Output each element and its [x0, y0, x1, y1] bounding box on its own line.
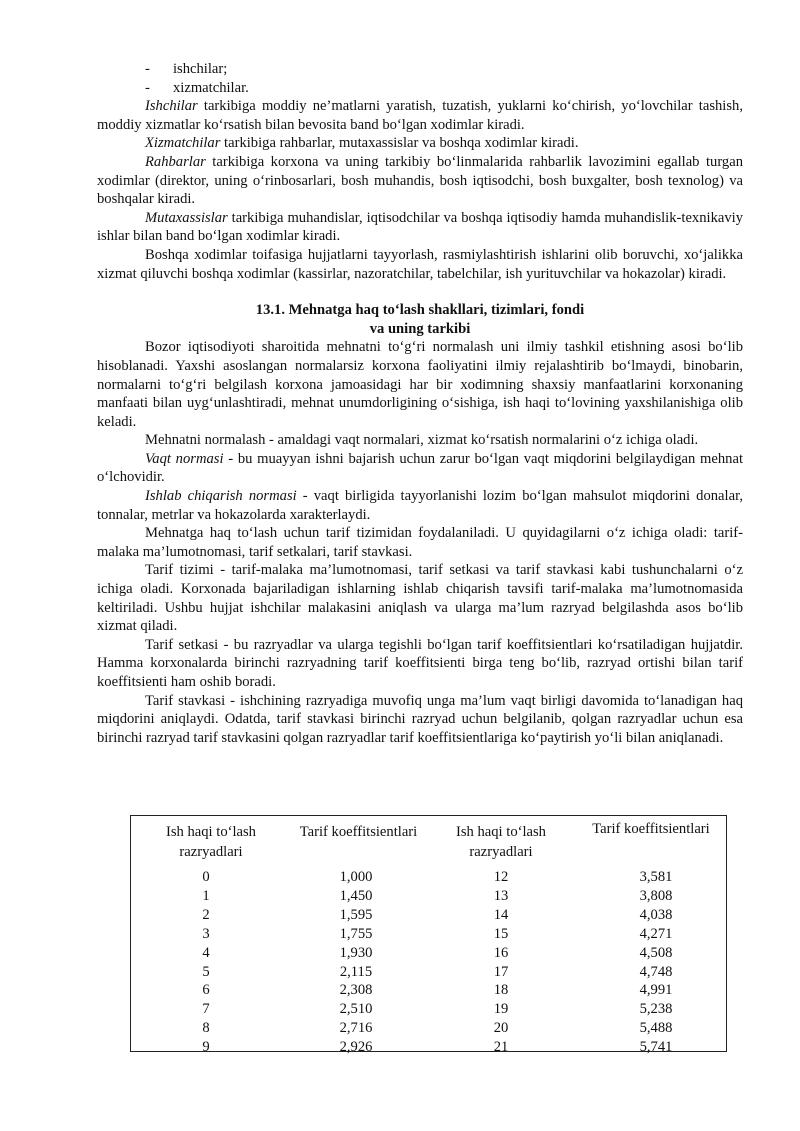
paragraph-text: Mehnatni normalash - amaldagi vaqt normalari, xizmat ko‘rsatish normalarini o‘z ichiga oladi. [145, 432, 699, 449]
table-cell: 13 [493, 887, 509, 904]
table-cell: 1,000 [339, 869, 373, 885]
table-cell: 16 [493, 944, 509, 961]
section-heading [97, 301, 743, 338]
paragraph-text: tarkibiga korxona va uning tarkibiy bo‘linmalarida rahbarlik lavozimini egallab turgan xodimlar (direktor, uning o‘rinbosarlari, bosh muhandis, bosh iqtisodchi, bosh buxgalter, bosh texnolog) va boshqalar kiradi. [97, 153, 743, 208]
list-item-text: ishchilar; [173, 61, 228, 77]
table-column [606, 868, 706, 1057]
table-cell: 7 [202, 1001, 210, 1018]
paragraph [97, 450, 743, 487]
table-cell: 4 [202, 944, 210, 961]
paragraph-term: Xizmatchilar [145, 135, 221, 152]
table-cell: 2,308 [339, 982, 373, 999]
table-column [306, 868, 406, 1057]
table-cell: 4,748 [639, 963, 673, 980]
table-header: Ish haqi to‘lash razryadlari [456, 824, 546, 860]
table-cell: 6 [202, 982, 210, 999]
paragraph [97, 153, 743, 209]
table-cell: 4,991 [639, 982, 673, 999]
table-cell: 1,450 [339, 887, 373, 904]
table-cell: 5,741 [639, 1039, 673, 1056]
table-cell: 12 [493, 869, 509, 885]
table-cell: 19 [493, 1001, 509, 1018]
paragraph [97, 636, 743, 692]
paragraph-group [97, 338, 743, 747]
paragraph-term: Ishlab chiqarish normasi [145, 488, 297, 505]
paragraph-group [97, 97, 743, 283]
table-header: Tarif koeffitsientlari [299, 824, 418, 840]
paragraph [97, 524, 743, 561]
table-cell: 8 [202, 1020, 210, 1037]
paragraph [97, 97, 743, 134]
table-cell: 3 [202, 925, 210, 942]
list-item-text: xizmatchilar. [173, 79, 249, 96]
paragraph-text: Tarif setkasi - bu razryadlar va ularga tegishli bo‘lgan tarif koeffitsientlari ko‘rsatiladigan hujjatdir. Hamma korxonalarda birinchi razryadning tarif koeffitsienti birga teng bo‘lib, razryad ortishi bilan tarif koeffitsienti ham oshib boradi. [97, 636, 743, 690]
document-page [97, 60, 743, 747]
tariff-table [130, 815, 727, 1056]
table-cell: 5 [202, 963, 210, 980]
table-cell: 1,930 [339, 944, 373, 961]
table-cell: 2,510 [339, 1001, 373, 1018]
paragraph [97, 561, 743, 635]
table-cell: 1 [202, 887, 210, 904]
paragraph [97, 246, 743, 283]
table-cell: 5,488 [639, 1020, 673, 1037]
heading-line-2: va uning tarkibi [369, 320, 471, 337]
table-header: Ish haqi to‘lash razryadlari [166, 824, 256, 860]
table-cell: 4,271 [639, 925, 673, 942]
paragraph-text: tarkibiga muhandislar, iqtisodchilar va boshqa iqtisodiy hamda muhandislik-texnikaviy ishlar bilan band bo‘lgan xodimlar kiradi. [97, 209, 743, 245]
table-cell: 2,926 [339, 1039, 373, 1056]
paragraph-text: Mehnatga haq to‘lash uchun tarif tizimidan foydalaniladi. U quyidagilarni o‘z ichiga oladi: tarif-malaka ma’lumotnomasi, tarif setkalari, tarif stavkasi. [97, 525, 743, 560]
paragraph-term: Rahbarlar [145, 153, 206, 170]
heading-line-1: 13.1. Mehnatga haq to‘lash shakllari, tizimlari, fondi [255, 302, 585, 319]
table-cell: 14 [493, 906, 509, 923]
paragraph-text: Tarif tizimi - tarif-malaka ma’lumotnomasi, tarif setkasi va tarif stavkasi kabi tushunchalarni o‘z ichiga oladi. Korxonada bajariladigan ishlarning ishlab chiqarish tavsifi tarif-malaka ma’lumotnomasida keltiriladi. Ushbu hujjat ishchilar malakasini aniqlash va ularga ma’lum razryad belgilashda asos bo‘lib xizmat qiladi. [97, 562, 743, 635]
paragraph [97, 209, 743, 246]
paragraph [97, 134, 743, 153]
paragraph-term: Mutaxassislar [145, 209, 228, 226]
table-cell: 4,038 [639, 906, 673, 923]
table-cell: 15 [493, 925, 509, 942]
paragraph-term: Ishchilar [145, 98, 198, 115]
table-cell: 0 [202, 869, 210, 885]
list-item: - xizmatchilar. [145, 79, 249, 96]
table-cell: 9 [202, 1039, 210, 1056]
paragraph-text: Tarif stavkasi - ishchining razryadiga muvofiq unga ma’lum vaqt birligi davomida to‘lanadigan haq miqdorini aniqlaydi. Odatda, tarif stavkasi birinchi razryad uchun belgilanib, qolgan razryadlar uchun esa birinchi razryad tarif stavkasini qolgan razryadlar tarif koeffitsientlariga ko‘paytirish yo‘li bilan aniqlanadi. [97, 692, 743, 746]
table-cell: 2,115 [339, 963, 373, 980]
table-header: Tarif koeffitsientlari [592, 821, 710, 837]
paragraph-text: Bozor iqtisodiyoti sharoitida mehnatni to‘g‘ri normalash uni ilmiy tashkil etishning asosi bo‘lib hisoblanadi. Yaxshi asoslangan normalarsiz korxona faoliyatini ilmiy rejalashtirib bo‘lmaydi, binobarin, normalarni to‘g‘ri belgilash korxona jamoasidagi har bir xodimning shaxsiy manfaatlarini korxonaning manfaati bilan uyg‘unlashtiradi, mehnat unumdorligining o‘sishiga, ish haqi to‘lovining yaxshilanishiga olib keladi. [97, 339, 743, 430]
paragraph [97, 487, 743, 524]
table-cell: 18 [493, 982, 509, 999]
table-cell: 3,808 [639, 887, 673, 904]
table-cell: 20 [493, 1020, 509, 1037]
table-cell: 3,581 [639, 869, 673, 885]
table-cell: 2 [202, 906, 210, 923]
table-cell: 4,508 [639, 944, 673, 961]
table-cell: 1,755 [339, 925, 373, 942]
paragraph-text: tarkibiga moddiy ne’matlarni yaratish, tuzatish, yuklarni ko‘chirish, yo‘lovchilar tashish, moddiy xizmatlar ko‘rsatish bilan bevosita band bo‘lgan xodimlar kiradi. [97, 98, 743, 133]
list-item: - ishchilar; [145, 61, 228, 77]
paragraph-text: Boshqa xodimlar toifasiga hujjatlarni tayyorlash, rasmiylashtirish ishlarini olib boruvchi, xo‘jalikka xizmat qiluvchi boshqa xodimlar (kassirlar, nazoratchilar, tabelchilar, ish yurituvchilar va hokazolar) kiradi. [97, 246, 743, 282]
paragraph [97, 338, 743, 431]
table-column [456, 868, 546, 1057]
paragraph [97, 431, 743, 450]
table-cell: 17 [493, 963, 509, 980]
table-cell: 21 [493, 1039, 509, 1056]
paragraph-text: - vaqt birligida tayyorlanishi lozim bo‘lgan mahsulot miqdorini donalar, tonnalar, metrlar va hokazolarda xarakterlaydi. [97, 488, 743, 523]
table-cell: 1,595 [339, 906, 373, 923]
paragraph-term: Vaqt normasi [145, 450, 224, 467]
table-cell: 5,238 [639, 1001, 673, 1018]
table-cell: 2,716 [339, 1020, 373, 1037]
table-column [161, 868, 251, 1057]
paragraph-text: - bu muayyan ishni bajarish uchun zarur bo‘lgan vaqt miqdorini belgilaydigan mehnat o‘lchovidir. [97, 450, 743, 486]
paragraph [97, 692, 743, 748]
paragraph-text: tarkibiga rahbarlar, mutaxassislar va boshqa xodimlar kiradi. [220, 135, 579, 152]
